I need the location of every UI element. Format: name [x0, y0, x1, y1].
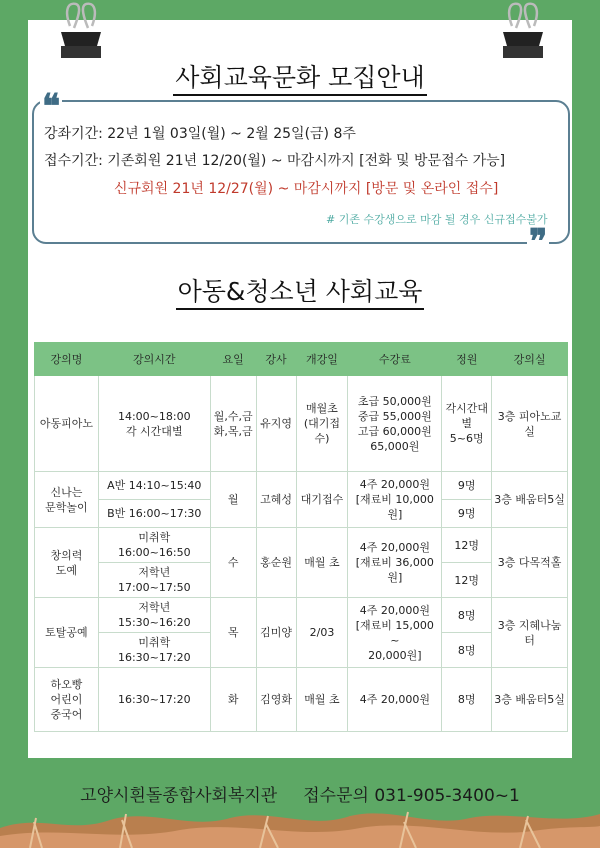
course-time: A반 14:10~15:40 [98, 472, 210, 500]
new-member-reception: 신규회원 21년 12/27(월) ~ 마감시까지 [방문 및 온라인 접수] [114, 181, 499, 197]
column-header: 강의시간 [98, 343, 210, 376]
course-time: B반 16:00~17:30 [98, 500, 210, 528]
reception-period: 접수기간: 기존회원 21년 12/20(월) ~ 마감시까지 [전화 및 방문접수 가능] [44, 153, 506, 169]
course-start: 매월 초 [296, 668, 348, 732]
course-teacher: 김미양 [256, 598, 296, 668]
course-name: 하오빵 어린이 중국어 [35, 668, 99, 732]
course-capacity: 9명 [442, 500, 492, 528]
course-teacher: 유지영 [256, 376, 296, 472]
course-time: 미취학 16:00~16:50 [98, 528, 210, 563]
course-teacher: 홍순원 [256, 528, 296, 598]
table-header-row [35, 343, 568, 376]
organization-name: 고양시흰돌종합사회복지관 [80, 786, 278, 806]
course-capacity: 8명 [442, 598, 492, 633]
course-capacity: 12명 [442, 563, 492, 598]
course-table [34, 342, 568, 732]
course-start: 대기접수 [296, 472, 348, 528]
column-header: 정원 [442, 343, 492, 376]
close-quote-icon: ❞ [529, 222, 548, 262]
course-name: 아동피아노 [35, 376, 99, 472]
course-capacity: 9명 [442, 472, 492, 500]
column-header: 개강일 [296, 343, 348, 376]
course-period: 강좌기간: 22년 1월 03일(월) ~ 2월 25일(금) 8주 [44, 126, 356, 142]
reception-note: # 기존 수강생으로 마감 될 경우 신규접수불가 [326, 213, 548, 226]
course-time: 16:30~17:20 [98, 668, 210, 732]
table-row [35, 376, 568, 472]
course-fee: 초급 50,000원 중급 55,000원 고급 60,000원 65,000원 [348, 376, 442, 472]
course-capacity: 12명 [442, 528, 492, 563]
course-capacity: 8명 [442, 668, 492, 732]
course-name: 토탈공예 [35, 598, 99, 668]
course-time: 미취학 16:30~17:20 [98, 633, 210, 668]
table-row [35, 472, 568, 500]
course-room: 3층 배움터5실 [492, 668, 568, 732]
course-fee: 4주 20,000원 [재료비 10,000원] [348, 472, 442, 528]
course-day: 월 [210, 472, 256, 528]
course-name: 창의력 도예 [35, 528, 99, 598]
course-teacher: 김영화 [256, 668, 296, 732]
course-room: 3층 다목적홀 [492, 528, 568, 598]
autumn-leaves-decoration [0, 800, 600, 848]
course-start: 매월초 (대기접수) [296, 376, 348, 472]
course-room: 3층 지혜나눔터 [492, 598, 568, 668]
course-day: 목 [210, 598, 256, 668]
course-teacher: 고혜성 [256, 472, 296, 528]
course-time: 저학년 15:30~16:20 [98, 598, 210, 633]
section-title: 아동&청소년 사회교육 [0, 272, 600, 308]
column-header: 수강료 [348, 343, 442, 376]
table-row [35, 528, 568, 563]
page-title: 사회교육문화 모집안내 [0, 58, 600, 94]
course-time: 14:00~18:00 각 시간대별 [98, 376, 210, 472]
column-header: 강의실 [492, 343, 568, 376]
course-fee: 4주 20,000원 [348, 668, 442, 732]
course-fee: 4주 20,000원 [재료비 15,000 ~ 20,000원] [348, 598, 442, 668]
course-day: 월,수,금 화,목,금 [210, 376, 256, 472]
course-fee: 4주 20,000원 [재료비 36,000원] [348, 528, 442, 598]
course-room: 3층 피아노교실 [492, 376, 568, 472]
course-time: 저학년 17:00~17:50 [98, 563, 210, 598]
column-header: 요일 [210, 343, 256, 376]
course-name: 신나는 문학놀이 [35, 472, 99, 528]
course-capacity: 각시간대별 5~6명 [442, 376, 492, 472]
course-day: 수 [210, 528, 256, 598]
table-row [35, 598, 568, 633]
course-capacity: 8명 [442, 633, 492, 668]
course-start: 매월 초 [296, 528, 348, 598]
open-quote-icon: ❝ [42, 87, 61, 127]
course-room: 3층 배움터5실 [492, 472, 568, 528]
column-header: 강의명 [35, 343, 99, 376]
course-day: 화 [210, 668, 256, 732]
column-header: 강사 [256, 343, 296, 376]
contact-number: 접수문의 031-905-3400~1 [303, 786, 520, 806]
course-start: 2/03 [296, 598, 348, 668]
table-row [35, 668, 568, 732]
